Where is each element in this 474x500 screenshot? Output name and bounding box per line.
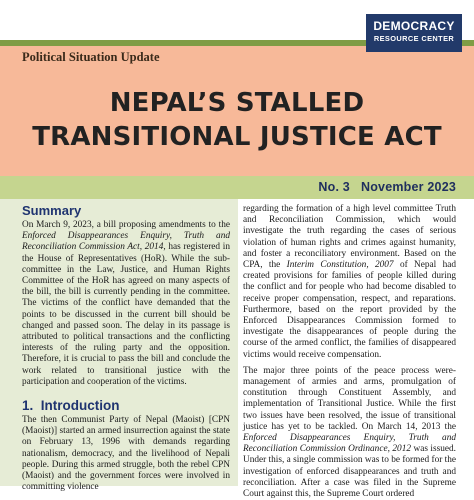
- intro-paragraph: The then Communist Party of Nepal (Maoist) [CPN (Maoist)] started an armed insurrection against the state on February 13, 1996 with demands regarding nationalism, democracy, and the livelihood of Nepali people. During this armed struggle, both the rebel CPN (Maoist) and the government forces were involved in committing violence: [22, 415, 230, 493]
- logo-line-2: RESOURCE CENTER: [373, 34, 455, 43]
- title-line-2: TRANSITIONAL JUSTICE ACT: [32, 122, 442, 152]
- ordinance-title: Enforced Disappearances Enquiry, Truth and Reconciliation Commission Ordinance, 2012: [243, 433, 456, 455]
- intro-heading: [22, 398, 230, 413]
- summary-paragraph: [22, 220, 230, 388]
- right-p1-text-a: regarding the formation of a high level committee Truth and Reconciliation Commission, which would investigate the truth regarding the cases of serious violation of human rights and crimes against humanity, and foster a reconciliatory environment. Based on the CPA, the: [243, 204, 456, 271]
- series-label: Political Situation Update: [22, 50, 160, 64]
- drc-logo: [366, 14, 462, 52]
- right-p2-text-a: The major three points of the peace process were- management of armies and arms, promulgation of constitution through Constituent Assembly, and implementation of Transitional Justice. While the first two issues have been resolved, the issue of transitional justice has yet to be tackled. On March 14, 2013 the: [243, 365, 456, 432]
- right-p1-text-b: of Nepal had created provisions for families of people killed during the conflict and for people who had become disabled to receive proper compensation, respect, and reparations. Furthermore, based on the report provided by the Enforced Disappearances Commission formed to investigate the disappearances of people during the course of the armed conflict, the families of disappeared victims would receive compensation.: [243, 260, 457, 360]
- summary-heading: Summary: [22, 203, 82, 218]
- interim-constitution-title: Interim Constitution, 2007: [286, 260, 394, 271]
- right-paragraph-1: [243, 204, 456, 361]
- summary-act-title: Enforced Disappearances Enquiry, Truth and Reconciliation Commission Act, 2014: [22, 231, 230, 253]
- issue-date: November 2023: [360, 180, 456, 194]
- title-line-1: NEPAL’S STALLED: [109, 88, 365, 118]
- issue-number: No. 3: [318, 180, 350, 194]
- issue-info: [318, 180, 456, 194]
- left-column: [22, 203, 230, 493]
- summary-text-a: On March 9, 2023, a bill proposing amendments to the: [22, 220, 230, 230]
- right-column: [243, 204, 456, 500]
- intro-title: Introduction: [40, 398, 120, 414]
- right-paragraph-2: [243, 366, 456, 500]
- intro-number: 1.: [22, 398, 34, 414]
- right-p2-text-b: was issued. Under this, a single commission was to be formed for the investigation of enforced disappearances and truth and reconciliation. After a case was filed in the Supreme Court against this, the Supreme Court ordered: [243, 444, 457, 500]
- logo-line-1: DEMOCRACY: [373, 19, 455, 33]
- summary-text-b: , has registered in the House of Representatives (HoR). While the sub-committee in the Law, Justice, and Human Rights Committee of the HoR has agreed on many aspects of the bill, the bill is currently pending in the committee. The victims of the conflict have demanded that the points to be discussed in the current bill should be changed and passed soon. The delay in its passage is attributed to political transactions and the conflicting interests of the ruling party and the opposition. Therefore, it is crucial to pass the bill and conclude the work related to transitional justice with the participation and cooperation of the victims.: [22, 242, 230, 387]
